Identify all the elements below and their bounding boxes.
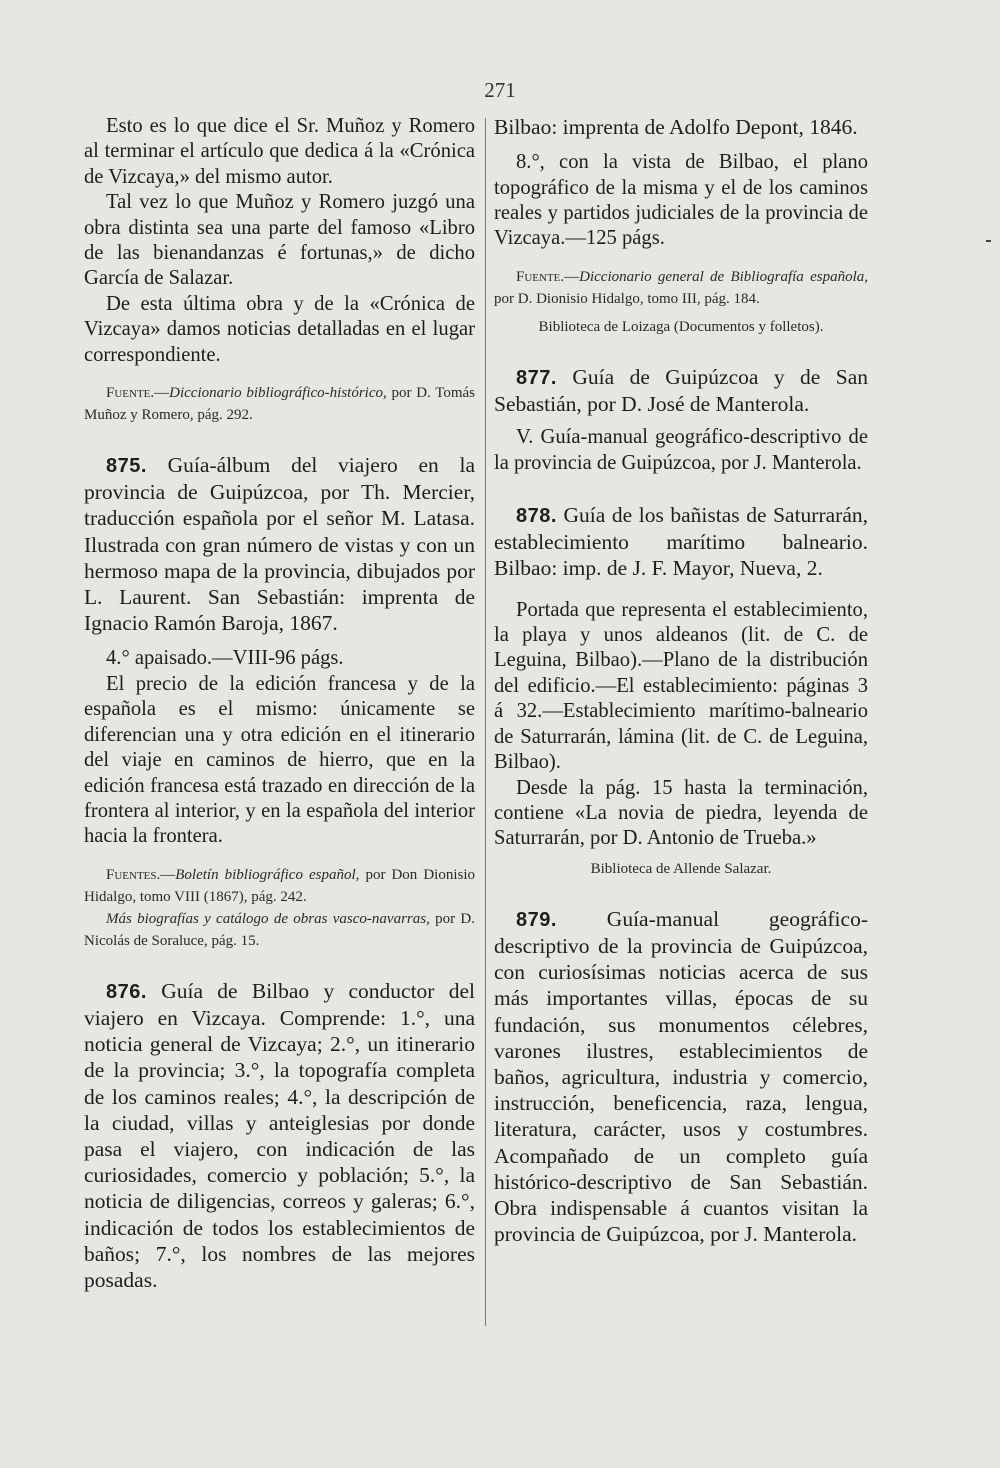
source-label: Fuente. <box>516 268 565 285</box>
source-title: Diccionario general de Bibliografía española, <box>579 268 868 285</box>
source-title: Diccionario bibliográfico-histórico, <box>169 385 387 402</box>
paragraph: Esto es lo que dice el Sr. Muñoz y Romero al terminar el artículo que dedica á la «Crónica de Vizcaya,» del mismo autor. <box>84 115 475 188</box>
right-column <box>494 114 868 1247</box>
entry-878: 878. Guía de los bañistas de Saturrarán, establecimiento marítimo balneario. Bilbao: imp. de J. F. Mayor, Nueva, 2. <box>494 503 868 581</box>
paragraph: Portada que representa el establecimiento, la playa y unos aldeanos (lit. de C. de Leguina, Bilbao).—Plano de la distribución del edificio.—El establecimiento: páginas 3 á 32.—Establecimiento marítimo-balneario de Saturrarán, lámina (lit. de C. de Leguina, Bilbao). <box>494 598 868 774</box>
source-label: Fuentes. <box>106 866 161 883</box>
paragraph: Desde la pág. 15 hasta la terminación, contiene «La novia de piedra, leyenda de Saturrarán, por D. Antonio de Trueba.» <box>494 776 868 850</box>
left-column <box>84 114 475 1293</box>
page-mark <box>986 240 991 242</box>
source-citation: Más biografías y catálogo de obras vasco-navarras, por D. Nicolás de Soraluce, pág. 15. <box>84 910 476 949</box>
source-citation: Fuente.—Diccionario general de Bibliografía española, por D. Dionisio Hidalgo, tomo III, pág. 184. <box>494 268 868 307</box>
entry-875: 875. Guía-álbum del viajero en la provincia de Guipúzcoa, por Th. Mercier, traducción española por el señor M. Latasa. Ilustrada con gran número de vistas y con un hermoso mapa de la provincia, dibujados por L. Laurent. San Sebastián: imprenta de Ignacio Ramón Baroja, 1867. <box>84 453 475 636</box>
paragraph: Tal vez lo que Muñoz y Romero juzgó una obra distinta sea una parte del famoso «Libro de las bienandanzas é fortunas,» de dicho García de Salazar. <box>84 191 475 290</box>
format-line: 8.°, con la vista de Bilbao, el plano topográfico de la misma y el de los caminos reales y partidos judiciales de la provincia de Vizcaya.—125 págs. <box>494 151 868 250</box>
format-line: 4.° apaisado.—VIII-96 págs. <box>106 647 344 670</box>
source-title: Más biografías y catálogo de obras vasco-navarras, <box>106 910 430 927</box>
entry-876: 876. Guía de Bilbao y conductor del viajero en Vizcaya. Comprende: 1.°, una noticia general de Vizcaya; 2.°, un itinerario de la provincia; 3.°, la topografía completa de los caminos reales; 4.°, la descripción de la ciudad, villas y anteiglesias por donde pasa el viajero, con indicación de las curiosidades, comercio y población; 5.°, la noticia de diligencias, correos y galeras; 6.°, indicación de todos los establecimientos de baños; 7.°, los nombres de las mejores posadas. <box>84 978 475 1292</box>
source-label: Fuente. <box>106 385 155 402</box>
library-note: Biblioteca de Loizaga (Documentos y folletos). <box>538 318 824 335</box>
page-number: 271 <box>484 78 516 102</box>
entry-877: 877. Guía de Guipúzcoa y de San Sebastián, por D. José de Manterola. <box>494 364 868 417</box>
paragraph: De esta última obra y de la «Crónica de Vizcaya» damos noticias detalladas en el lugar correspondiente. <box>84 292 475 366</box>
source-citation: Fuente.—Diccionario bibliográfico-histórico, por D. Tomás Muñoz y Romero, pág. 292. <box>84 385 475 424</box>
cross-reference: V. Guía-manual geográfico-descriptivo de la provincia de Guipúzcoa, por J. Manterola. <box>494 426 868 474</box>
paragraph: El precio de la edición francesa y de la española es el mismo: únicamente se diferencian una y otra edición en el itinerario del viaje en caminos de hierro, que en la edición francesa está trazado en dirección de la frontera al interior, y en la española del interior hacia la frontera. <box>84 672 475 848</box>
entry-879: 879. Guía-manual geográfico-descriptivo de la provincia de Guipúzcoa, con curiosísimas noticias acerca de sus más importantes villas, épocas de su fundación, sus monumentos célebres, varones ilustres, establecimientos de baños, agricultura, industria y comercio, instrucción, beneficencia, raza, lengua, literatura, carácter, usos y costumbres. Acompañado de un completo guía histórico-descriptivo de San Sebastián. Obra indispensable á cuantos visitan la provincia de Guipúzcoa, por J. Manterola. <box>494 906 868 1247</box>
entry-number: 878. <box>516 505 557 528</box>
entry-number: 875. <box>106 455 147 478</box>
entry-number: 879. <box>516 908 557 931</box>
column-divider <box>485 118 486 1326</box>
paragraph: Bilbao: imprenta de Adolfo Depont, 1846. <box>494 115 858 139</box>
entry-number: 877. <box>516 366 557 389</box>
library-note: Biblioteca de Allende Salazar. <box>590 860 772 877</box>
entry-number: 876. <box>106 980 147 1003</box>
source-citation: Fuentes.—Boletín bibliográfico español, por Don Dionisio Hidalgo, tomo VIII (1867), pág. 242. <box>84 866 475 905</box>
source-title: Boletín bibliográfico español, <box>175 866 360 883</box>
